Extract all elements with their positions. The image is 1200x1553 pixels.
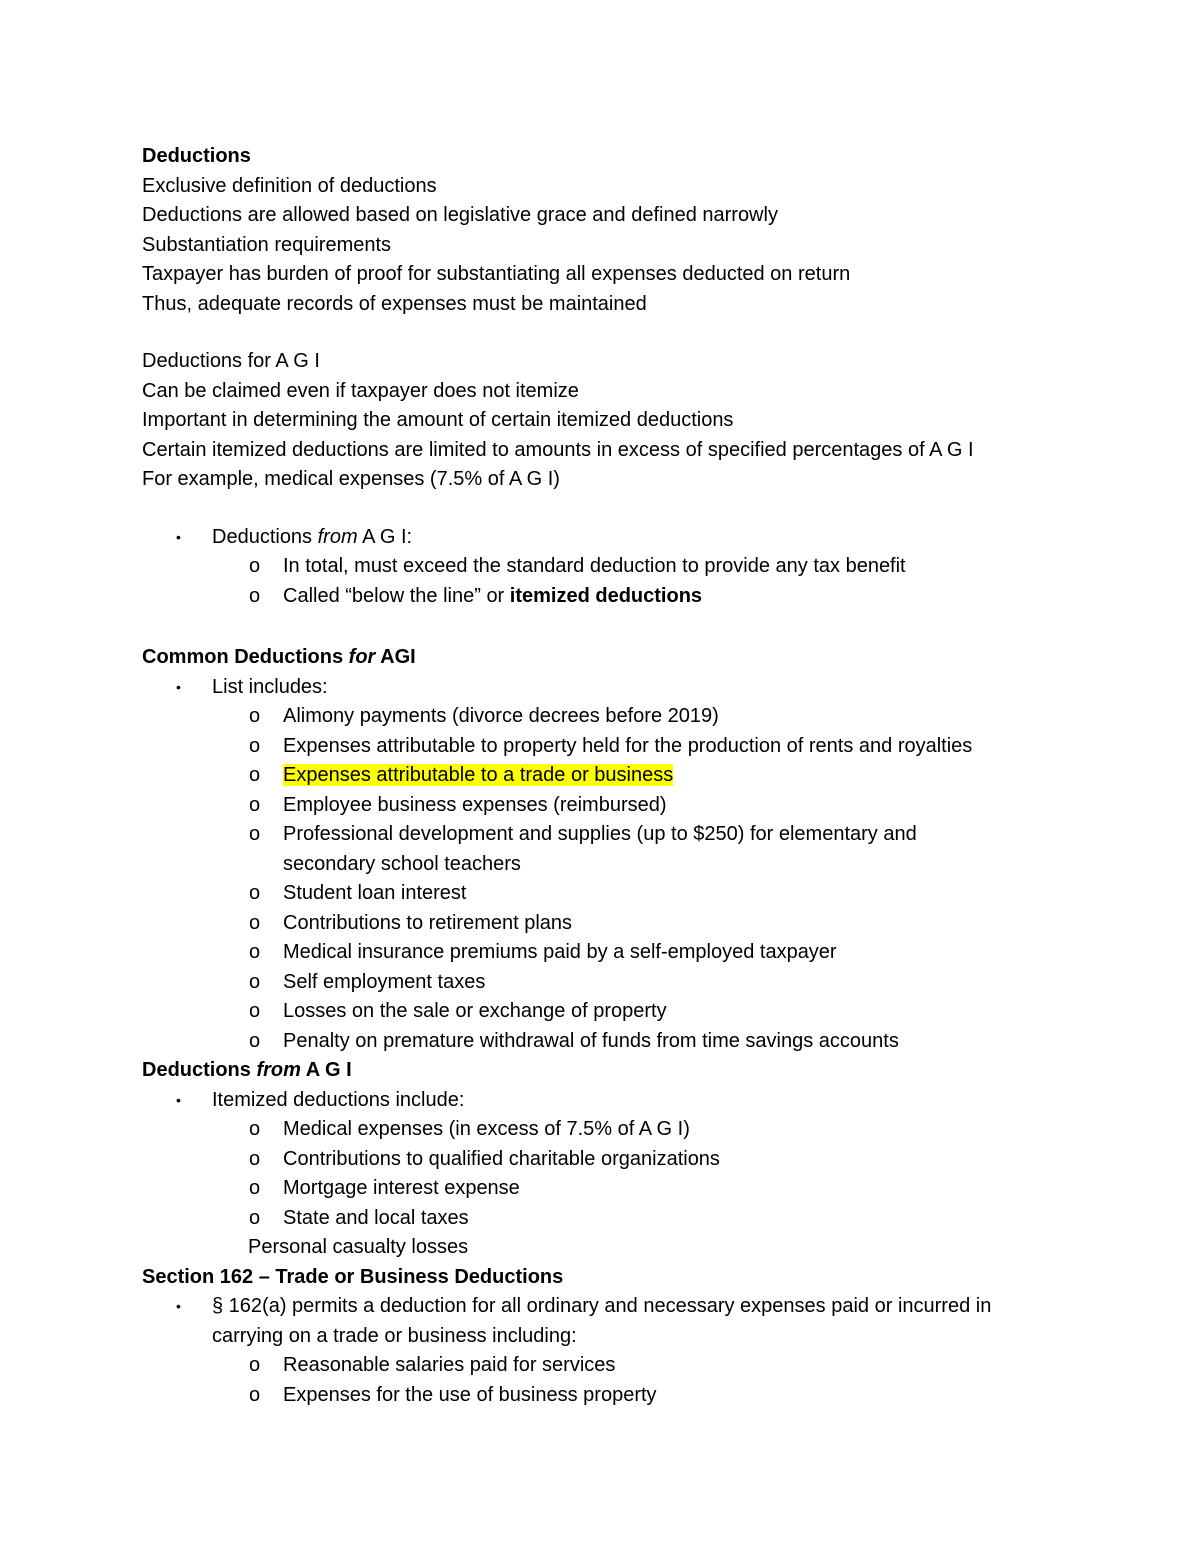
text-line: Deductions for A G I <box>142 350 320 372</box>
sub-item-text: In total, must exceed the standard deduction to provide any tax benefit <box>283 555 906 577</box>
text-line: Certain itemized deductions are limited to amounts in excess of specified percentages of A G I <box>142 438 974 461</box>
sub-item-text: Reasonable salaries paid for services <box>283 1354 616 1376</box>
sub-item <box>142 582 1142 612</box>
heading-text: A G I <box>300 1059 352 1081</box>
sub-item-text: State and local taxes <box>283 1206 469 1229</box>
text-line: Exclusive definition of deductions <box>142 174 437 197</box>
text-line: Can be claimed even if taxpayer does not itemize <box>142 379 579 402</box>
bullet-item <box>142 1292 1142 1322</box>
bullet-item <box>142 523 1142 553</box>
highlighted-text: Expenses attributable to a trade or business <box>283 764 674 786</box>
sub-item <box>142 1115 1142 1145</box>
sub-item-highlighted <box>142 761 1142 791</box>
sub-item-text: Professional development and supplies (up to $250) for elementary and <box>283 823 917 845</box>
sub-item-text: Expenses attributable to property held for the production of rents and royalties <box>283 734 973 757</box>
bullet-marker: • <box>176 1091 181 1108</box>
document-page <box>142 142 1142 1410</box>
sub-marker: o <box>249 970 261 993</box>
heading-text: Deductions <box>142 1059 257 1081</box>
spacer <box>142 495 1142 523</box>
bullet-marker: • <box>176 678 181 695</box>
sub-item <box>142 997 1142 1027</box>
heading-text-italic: from <box>256 1059 301 1081</box>
spacer <box>142 319 1142 347</box>
sub-marker: o <box>249 1206 261 1229</box>
sub-item-text: Alimony payments (divorce decrees before 2019) <box>283 705 719 727</box>
sub-item-text: Contributions to qualified charitable organizations <box>283 1147 720 1170</box>
sub-item <box>142 1381 1142 1411</box>
sub-item-text: Self employment taxes <box>283 970 486 993</box>
bullet-item <box>142 673 1142 703</box>
plain-item: Personal casualty losses <box>248 1236 469 1258</box>
heading-text-italic: for <box>348 646 376 668</box>
bullet-text: Deductions <box>212 525 318 548</box>
text-line: Thus, adequate records of expenses must be maintained <box>142 292 647 315</box>
sub-item-text: Expenses for the use of business property <box>283 1383 657 1406</box>
sub-item <box>142 879 1142 909</box>
heading-common-deductions <box>142 643 1142 673</box>
sub-item-text: Employee business expenses (reimbursed) <box>283 793 667 816</box>
sub-item-continuation: secondary school teachers <box>283 852 521 875</box>
bullet-text: List includes: <box>212 675 328 698</box>
heading-text: AGI <box>375 646 416 668</box>
sub-marker: o <box>249 734 261 757</box>
sub-item <box>142 791 1142 821</box>
sub-item-text: Student loan interest <box>283 882 467 904</box>
heading-deductions: Deductions <box>142 145 251 167</box>
sub-item <box>142 1174 1142 1204</box>
sub-marker: o <box>249 793 261 816</box>
sub-item-text: Penalty on premature withdrawal of funds from time savings accounts <box>283 1029 899 1052</box>
bullet-item <box>142 1086 1142 1116</box>
sub-item <box>142 702 1142 732</box>
sub-marker: o <box>249 1177 261 1199</box>
sub-marker: o <box>249 1000 261 1022</box>
spacer <box>142 611 1142 643</box>
sub-item <box>142 1027 1142 1057</box>
sub-marker: o <box>249 1029 261 1052</box>
text-line: Important in determining the amount of certain itemized deductions <box>142 409 734 431</box>
sub-item <box>142 1204 1142 1234</box>
bullet-marker: • <box>176 1298 181 1314</box>
text-line: Deductions are allowed based on legislative grace and defined narrowly <box>142 204 778 226</box>
sub-item-text: Contributions to retirement plans <box>283 911 573 934</box>
sub-marker: o <box>249 882 261 904</box>
sub-marker: o <box>249 555 261 577</box>
sub-marker: o <box>249 764 261 786</box>
bullet-continuation: carrying on a trade or business including: <box>212 1324 577 1347</box>
sub-marker: o <box>249 1147 261 1170</box>
sub-marker: o <box>249 1354 261 1376</box>
sub-item <box>142 820 1142 850</box>
bullet-text-italic: from <box>317 525 358 548</box>
sub-item <box>142 1351 1142 1381</box>
sub-marker: o <box>249 1118 261 1140</box>
sub-item-text: Mortgage interest expense <box>283 1177 520 1199</box>
sub-marker: o <box>249 941 261 963</box>
bullet-text: Itemized deductions include: <box>212 1088 465 1111</box>
sub-item <box>142 938 1142 968</box>
sub-item <box>142 968 1142 998</box>
heading-section-162: Section 162 – Trade or Business Deductions <box>142 1265 564 1288</box>
sub-item-text-bold: itemized deductions <box>509 584 703 607</box>
sub-marker: o <box>249 1383 261 1406</box>
sub-item <box>142 1145 1142 1175</box>
sub-item <box>142 909 1142 939</box>
sub-item <box>142 552 1142 582</box>
sub-item-text: Medical insurance premiums paid by a self-employed taxpayer <box>283 941 837 963</box>
sub-marker: o <box>249 911 261 934</box>
text-line: Substantiation requirements <box>142 233 392 256</box>
text-line: Taxpayer has burden of proof for substantiating all expenses deducted on return <box>142 263 851 285</box>
sub-marker: o <box>249 823 261 845</box>
sub-item-text: Medical expenses (in excess of 7.5% of A G I) <box>283 1118 690 1140</box>
sub-item-text: Called “below the line” or <box>283 584 510 607</box>
text-line: For example, medical expenses (7.5% of A G I) <box>142 468 560 490</box>
sub-marker: o <box>249 705 261 727</box>
bullet-text: § 162(a) permits a deduction for all ordinary and necessary expenses paid or incurred in <box>212 1295 992 1317</box>
sub-item-text: Losses on the sale or exchange of property <box>283 1000 667 1022</box>
bullet-marker: • <box>176 528 181 545</box>
bullet-text: A G I: <box>357 525 413 548</box>
sub-marker: o <box>249 584 261 607</box>
heading-text: Common Deductions <box>142 646 349 668</box>
sub-item <box>142 732 1142 762</box>
heading-deductions-from-agi <box>142 1056 1142 1086</box>
